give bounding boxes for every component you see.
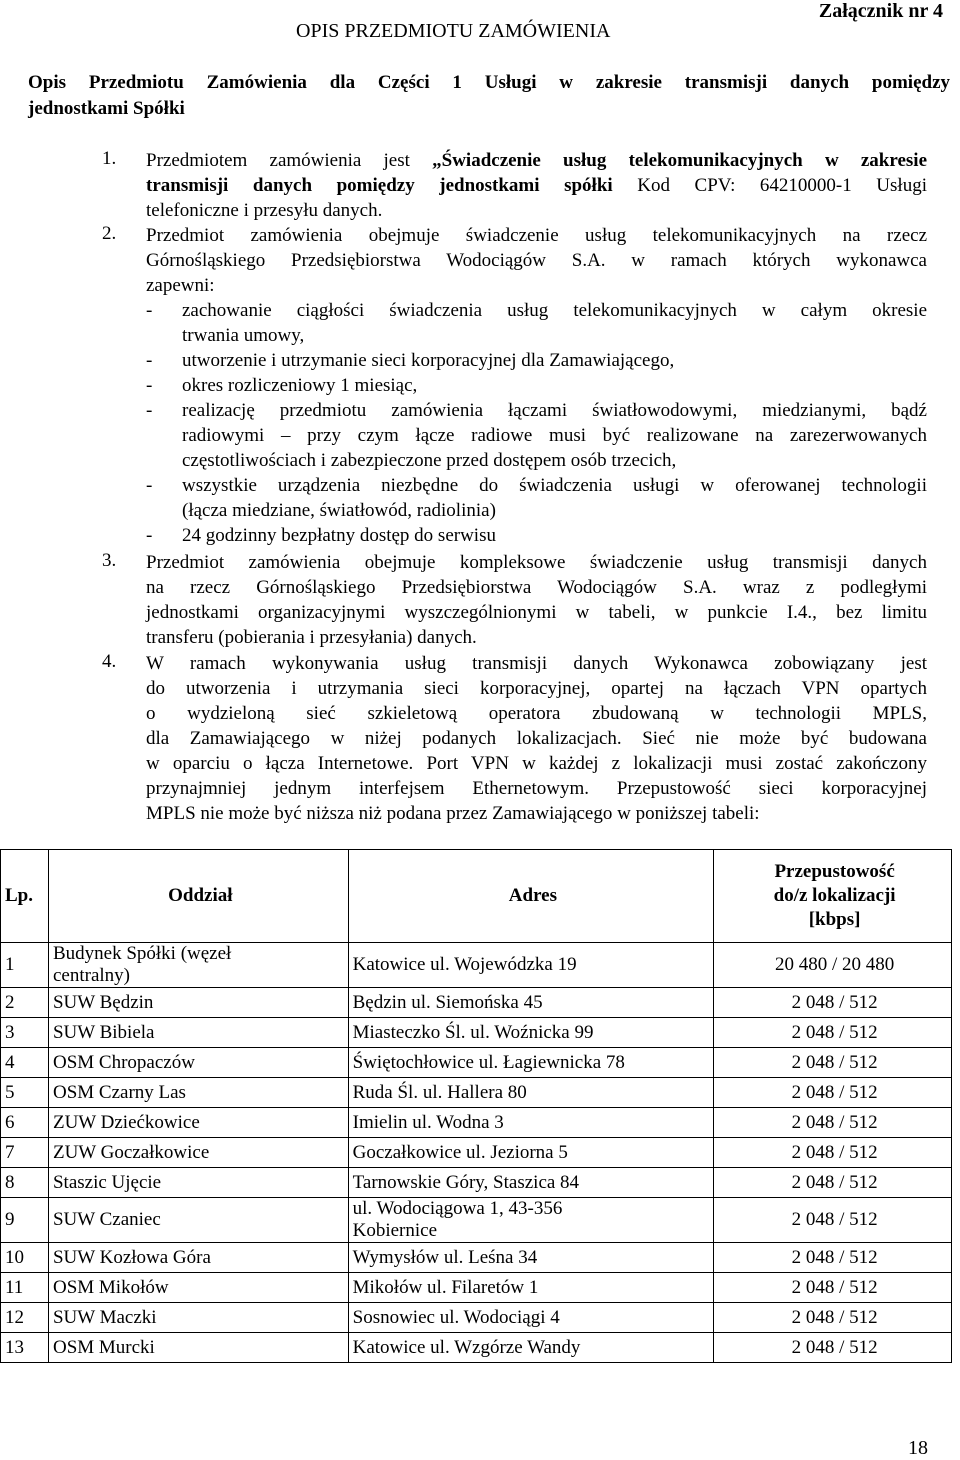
cell-adres: Ruda Śl. ul. Hallera 80	[348, 1078, 714, 1108]
cell-przepustowosc: 2 048 / 512	[714, 1108, 952, 1138]
cell-lp: 2	[1, 988, 49, 1018]
page-number: 18	[908, 1437, 928, 1459]
bullet-item: realizację przedmiotu zamówienia łączami światłowodowymi, miedzianymi, bądź	[182, 400, 927, 421]
text-line: o wydzieloną sieć szkieletową operatora zbudowaną w technologii MPLS,	[146, 703, 927, 724]
cell-lp: 6	[1, 1108, 49, 1138]
cell-adres: ul. Wodociągowa 1, 43-356 Kobiernice	[348, 1198, 714, 1243]
bullet-dash: -	[146, 350, 153, 371]
bullet-item: wszystkie urządzenia niezbędne do świadczenia usługi w oferowanej technologii	[182, 475, 927, 496]
text-line: Górnośląskiego Przedsiębiorstwa Wodociągów S.A. w ramach których wykonawca	[146, 250, 927, 271]
text-line: MPLS nie może być niższa niż podana przez Zamawiającego w poniższej tabeli:	[146, 803, 760, 824]
cell-adres: Miasteczko Śl. ul. Woźnicka 99	[348, 1018, 714, 1048]
cell-adres: Mikołów ul. Filaretów 1	[348, 1273, 714, 1303]
cell-przepustowosc: 2 048 / 512	[714, 1333, 952, 1363]
cell-przepustowosc: 2 048 / 512	[714, 1243, 952, 1273]
cell-adres: Wymysłów ul. Leśna 34	[348, 1243, 714, 1273]
table-row	[1, 1168, 952, 1198]
paragraph-number: 2.	[102, 223, 117, 244]
bullet-item: utworzenie i utrzymanie sieci korporacyjnej dla Zamawiającego,	[182, 350, 675, 371]
cell-adres: Tarnowskie Góry, Staszica 84	[348, 1168, 714, 1198]
cell-lp: 7	[1, 1138, 49, 1168]
header-oddzial: Oddział	[48, 850, 348, 943]
cell-oddzial: ZUW Goczałkowice	[48, 1138, 348, 1168]
cell-przepustowosc: 2 048 / 512	[714, 1198, 952, 1243]
cell-lp: 4	[1, 1048, 49, 1078]
cell-przepustowosc: 2 048 / 512	[714, 988, 952, 1018]
table-row	[1, 1108, 952, 1138]
cell-oddzial: OSM Czarny Las	[48, 1078, 348, 1108]
cell-lp: 12	[1, 1303, 49, 1333]
table-row	[1, 1273, 952, 1303]
text-line: jednostkami organizacyjnymi wyszczególnionymi w tabeli, w punkcie I.4., bez limitu	[146, 602, 927, 623]
cell-lp: 3	[1, 1018, 49, 1048]
cell-oddzial: OSM Chropaczów	[48, 1048, 348, 1078]
text-line: transmisji danych pomiędzy jednostkami spółki Kod CPV: 64210000-1 Usługi	[146, 175, 927, 196]
cell-oddzial: SUW Czaniec	[48, 1198, 348, 1243]
text-line: Przedmiot zamówienia obejmuje świadczenie usług telekomunikacyjnych na rzecz	[146, 225, 927, 246]
bullet-item-continued: radiowymi – przy czym łącze radiowe musi być realizowane na zarezerwowanych	[182, 425, 927, 446]
bullet-dash: -	[146, 375, 153, 396]
bullet-item-continued: (łącza miedziane, światłowód, radiolinia)	[182, 500, 496, 521]
bullet-item-continued: trwania umowy,	[182, 325, 305, 346]
table-row	[1, 1048, 952, 1078]
cell-adres: Katowice ul. Wojewódzka 19	[348, 943, 714, 988]
section-subtitle: Opis Przedmiotu Zamówienia dla Części 1 Usługi w zakresie transmisji danych pomiędzy	[28, 72, 950, 93]
cell-adres: Będzin ul. Siemońska 45	[348, 988, 714, 1018]
cell-lp: 1	[1, 943, 49, 988]
table-row	[1, 1333, 952, 1363]
table-row	[1, 1243, 952, 1273]
cell-lp: 13	[1, 1333, 49, 1363]
cell-oddzial: Staszic Ujęcie	[48, 1168, 348, 1198]
header-adres: Adres	[348, 850, 714, 943]
text-line: na rzecz Górnośląskiego Przedsiębiorstwa Wodociągów S.A. wraz z podległymi	[146, 577, 927, 598]
paragraph-number: 4.	[102, 651, 117, 672]
cell-przepustowosc: 2 048 / 512	[714, 1273, 952, 1303]
cell-adres: Imielin ul. Wodna 3	[348, 1108, 714, 1138]
paragraph-number: 3.	[102, 550, 117, 571]
cell-przepustowosc: 2 048 / 512	[714, 1078, 952, 1108]
locations-table	[0, 849, 952, 1363]
section-subtitle-continued: jednostkami Spółki	[28, 98, 185, 119]
text-line: Przedmiot zamówienia obejmuje kompleksowe świadczenie usług transmisji danych	[146, 552, 927, 573]
text-line: Przedmiotem zamówienia jest „Świadczenie usług telekomunikacyjnych w zakresie	[146, 150, 928, 171]
cell-oddzial: SUW Bibiela	[48, 1018, 348, 1048]
cell-oddzial: ZUW Dziećkowice	[48, 1108, 348, 1138]
bullet-dash: -	[146, 300, 153, 321]
cell-przepustowosc: 2 048 / 512	[714, 1303, 952, 1333]
bullet-dash: -	[146, 525, 153, 546]
cell-przepustowosc: 20 480 / 20 480	[714, 943, 952, 988]
table-header-row	[1, 850, 952, 943]
cell-adres: Goczałkowice ul. Jeziorna 5	[348, 1138, 714, 1168]
cell-adres: Sosnowiec ul. Wodociągi 4	[348, 1303, 714, 1333]
cell-adres: Katowice ul. Wzgórze Wandy	[348, 1333, 714, 1363]
bullet-item: okres rozliczeniowy 1 miesiąc,	[182, 375, 418, 396]
text-line: transferu (pobierania i przesyłania) danych.	[146, 627, 477, 648]
cell-przepustowosc: 2 048 / 512	[714, 1018, 952, 1048]
cell-przepustowosc: 2 048 / 512	[714, 1048, 952, 1078]
table-row	[1, 1018, 952, 1048]
table-row	[1, 1303, 952, 1333]
cell-oddzial: SUW Będzin	[48, 988, 348, 1018]
cell-lp: 5	[1, 1078, 49, 1108]
text-line: do utworzenia i utrzymania sieci korporacyjnej, opartej na łączach VPN opartych	[146, 678, 927, 699]
text-line: dla Zamawiającego w niżej podanych lokalizacjach. Sieć nie może być budowana	[146, 728, 927, 749]
bullet-item-continued: częstotliwościach i zabezpieczone przed dostępem osób trzecich,	[182, 450, 677, 471]
table-row	[1, 1198, 952, 1243]
text-line: telefoniczne i przesyłu danych.	[146, 200, 383, 221]
text-line: W ramach wykonywania usług transmisji danych Wykonawca zobowiązany jest	[146, 653, 927, 674]
paragraph-number: 1.	[102, 148, 117, 169]
cell-oddzial: OSM Mikołów	[48, 1273, 348, 1303]
header-przepustowosc: Przepustowość do/z lokalizacji [kbps]	[714, 850, 952, 943]
bullet-dash: -	[146, 475, 153, 496]
annex-label: Załącznik nr 4	[818, 0, 943, 22]
cell-adres: Świętochłowice ul. Łagiewnicka 78	[348, 1048, 714, 1078]
text-line: zapewni:	[146, 275, 215, 296]
table-row	[1, 1138, 952, 1168]
text-line: w oparciu o łącza Internetowe. Port VPN w każdej z lokalizacji musi zostać zakończony	[146, 753, 927, 774]
table-row	[1, 1078, 952, 1108]
bullet-item: zachowanie ciągłości świadczenia usług telekomunikacyjnych w całym okresie	[182, 300, 927, 321]
table-row	[1, 943, 952, 988]
header-lp: Lp.	[1, 850, 49, 943]
cell-przepustowosc: 2 048 / 512	[714, 1168, 952, 1198]
cell-oddzial: SUW Kozłowa Góra	[48, 1243, 348, 1273]
text-line: przynajmniej jednym interfejsem Ethernetowym. Przepustowość sieci korporacyjnej	[146, 778, 927, 799]
cell-przepustowosc: 2 048 / 512	[714, 1138, 952, 1168]
cell-oddzial: SUW Maczki	[48, 1303, 348, 1333]
cell-lp: 10	[1, 1243, 49, 1273]
cell-oddzial: Budynek Spółki (węzeł centralny)	[48, 943, 348, 988]
cell-lp: 8	[1, 1168, 49, 1198]
bullet-item: 24 godzinny bezpłatny dostęp do serwisu	[182, 525, 496, 546]
cell-oddzial: OSM Murcki	[48, 1333, 348, 1363]
cell-lp: 11	[1, 1273, 49, 1303]
cell-lp: 9	[1, 1198, 49, 1243]
table-row	[1, 988, 952, 1018]
page-title: OPIS PRZEDMIOTU ZAMÓWIENIA	[296, 20, 611, 42]
bullet-dash: -	[146, 400, 153, 421]
